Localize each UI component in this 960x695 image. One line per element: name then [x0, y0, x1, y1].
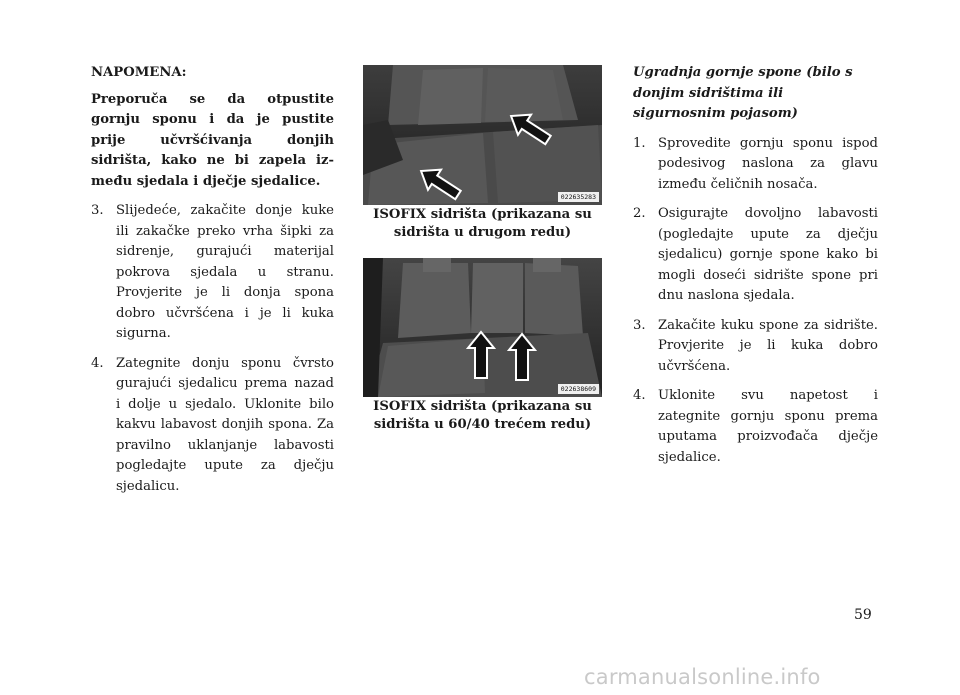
- isofix-third-row-photo: [363, 258, 602, 397]
- step-text: Osigurajte dovoljno labavosti (pogledajte upute za dječju sjedalicu) gornje spone kako bi mogli doseći sidrište spone pri dnu naslona sjedala.: [658, 206, 878, 303]
- step-text: Uklonite svu napetost i zategnite gornju sponu prema uputama proizvođača dječje sjedalice.: [658, 388, 878, 465]
- page-number: 59: [854, 607, 872, 623]
- left-column: [91, 63, 334, 497]
- right-steps-list: [633, 134, 878, 469]
- seat-photo-graphic: [363, 258, 602, 397]
- step-text: Sprovedite gornju sponu ispod podesivog naslona za glavu između čeličnih nosača.: [658, 135, 878, 192]
- step-text: Zakačite kuku spone za sidrište. Provjerite je li kuka dobro učvršćena.: [658, 317, 878, 374]
- figure-caption: ISOFIX sidrišta (prikazana su sidrišta u 60/40 trećem redu): [373, 399, 592, 432]
- seatback-shape: [398, 263, 471, 338]
- step-number: 4.: [633, 388, 646, 403]
- step-number: 4.: [91, 355, 104, 371]
- step-text: Zategnite donju sponu čvrsto gurajući sjedalicu prema nazad i dolje u sjedalo. Uklonite bilo kakvu labavost donjih spona. Za pravilno uklanjanje labavosti pogledajte upute za dječju sjedalicu.: [116, 355, 334, 494]
- list-item: [91, 201, 334, 345]
- right-column: [633, 63, 878, 468]
- list-item: [633, 386, 878, 468]
- figure-caption: ISOFIX sidrišta (prikazana su sidrišta u drugom redu): [373, 207, 592, 240]
- seat-photo-graphic: [363, 65, 602, 205]
- step-number: 2.: [633, 206, 646, 221]
- note-body: Preporuča se da otpustite gornju sponu i da je pustite prije učvršćivanja donjih sidrišta, kako ne bi zapela između sjedala i dječje sjedalice.: [91, 91, 334, 189]
- note-title: NAPOMENA:: [91, 65, 187, 80]
- list-item: [633, 316, 878, 378]
- list-item: [633, 204, 878, 307]
- list-item: [91, 354, 334, 498]
- left-steps-list: [91, 201, 334, 497]
- step-number: 3.: [633, 317, 646, 333]
- section-title: Ugradnja gornje spone (bilo s donjim sidrištima ili sigurnosnim pojasom): [633, 65, 853, 121]
- step-number: 3.: [91, 203, 104, 218]
- watermark[interactable]: carmanualsonline.info: [584, 665, 821, 689]
- step-text: Slijedeće, zakačite donje kuke ili zakačke preko vrha šipki za sidrenje, gurajući materijal pokrova sjedala u stranu. Provjerite je li donja spona dobro učvršćena i je li kuka sigurna.: [116, 203, 334, 341]
- list-item: [633, 134, 878, 196]
- isofix-second-row-photo: [363, 65, 602, 205]
- image-id-label: 022635283: [558, 192, 599, 202]
- step-number: 1.: [633, 135, 646, 151]
- image-id-label: 022638609: [558, 384, 599, 394]
